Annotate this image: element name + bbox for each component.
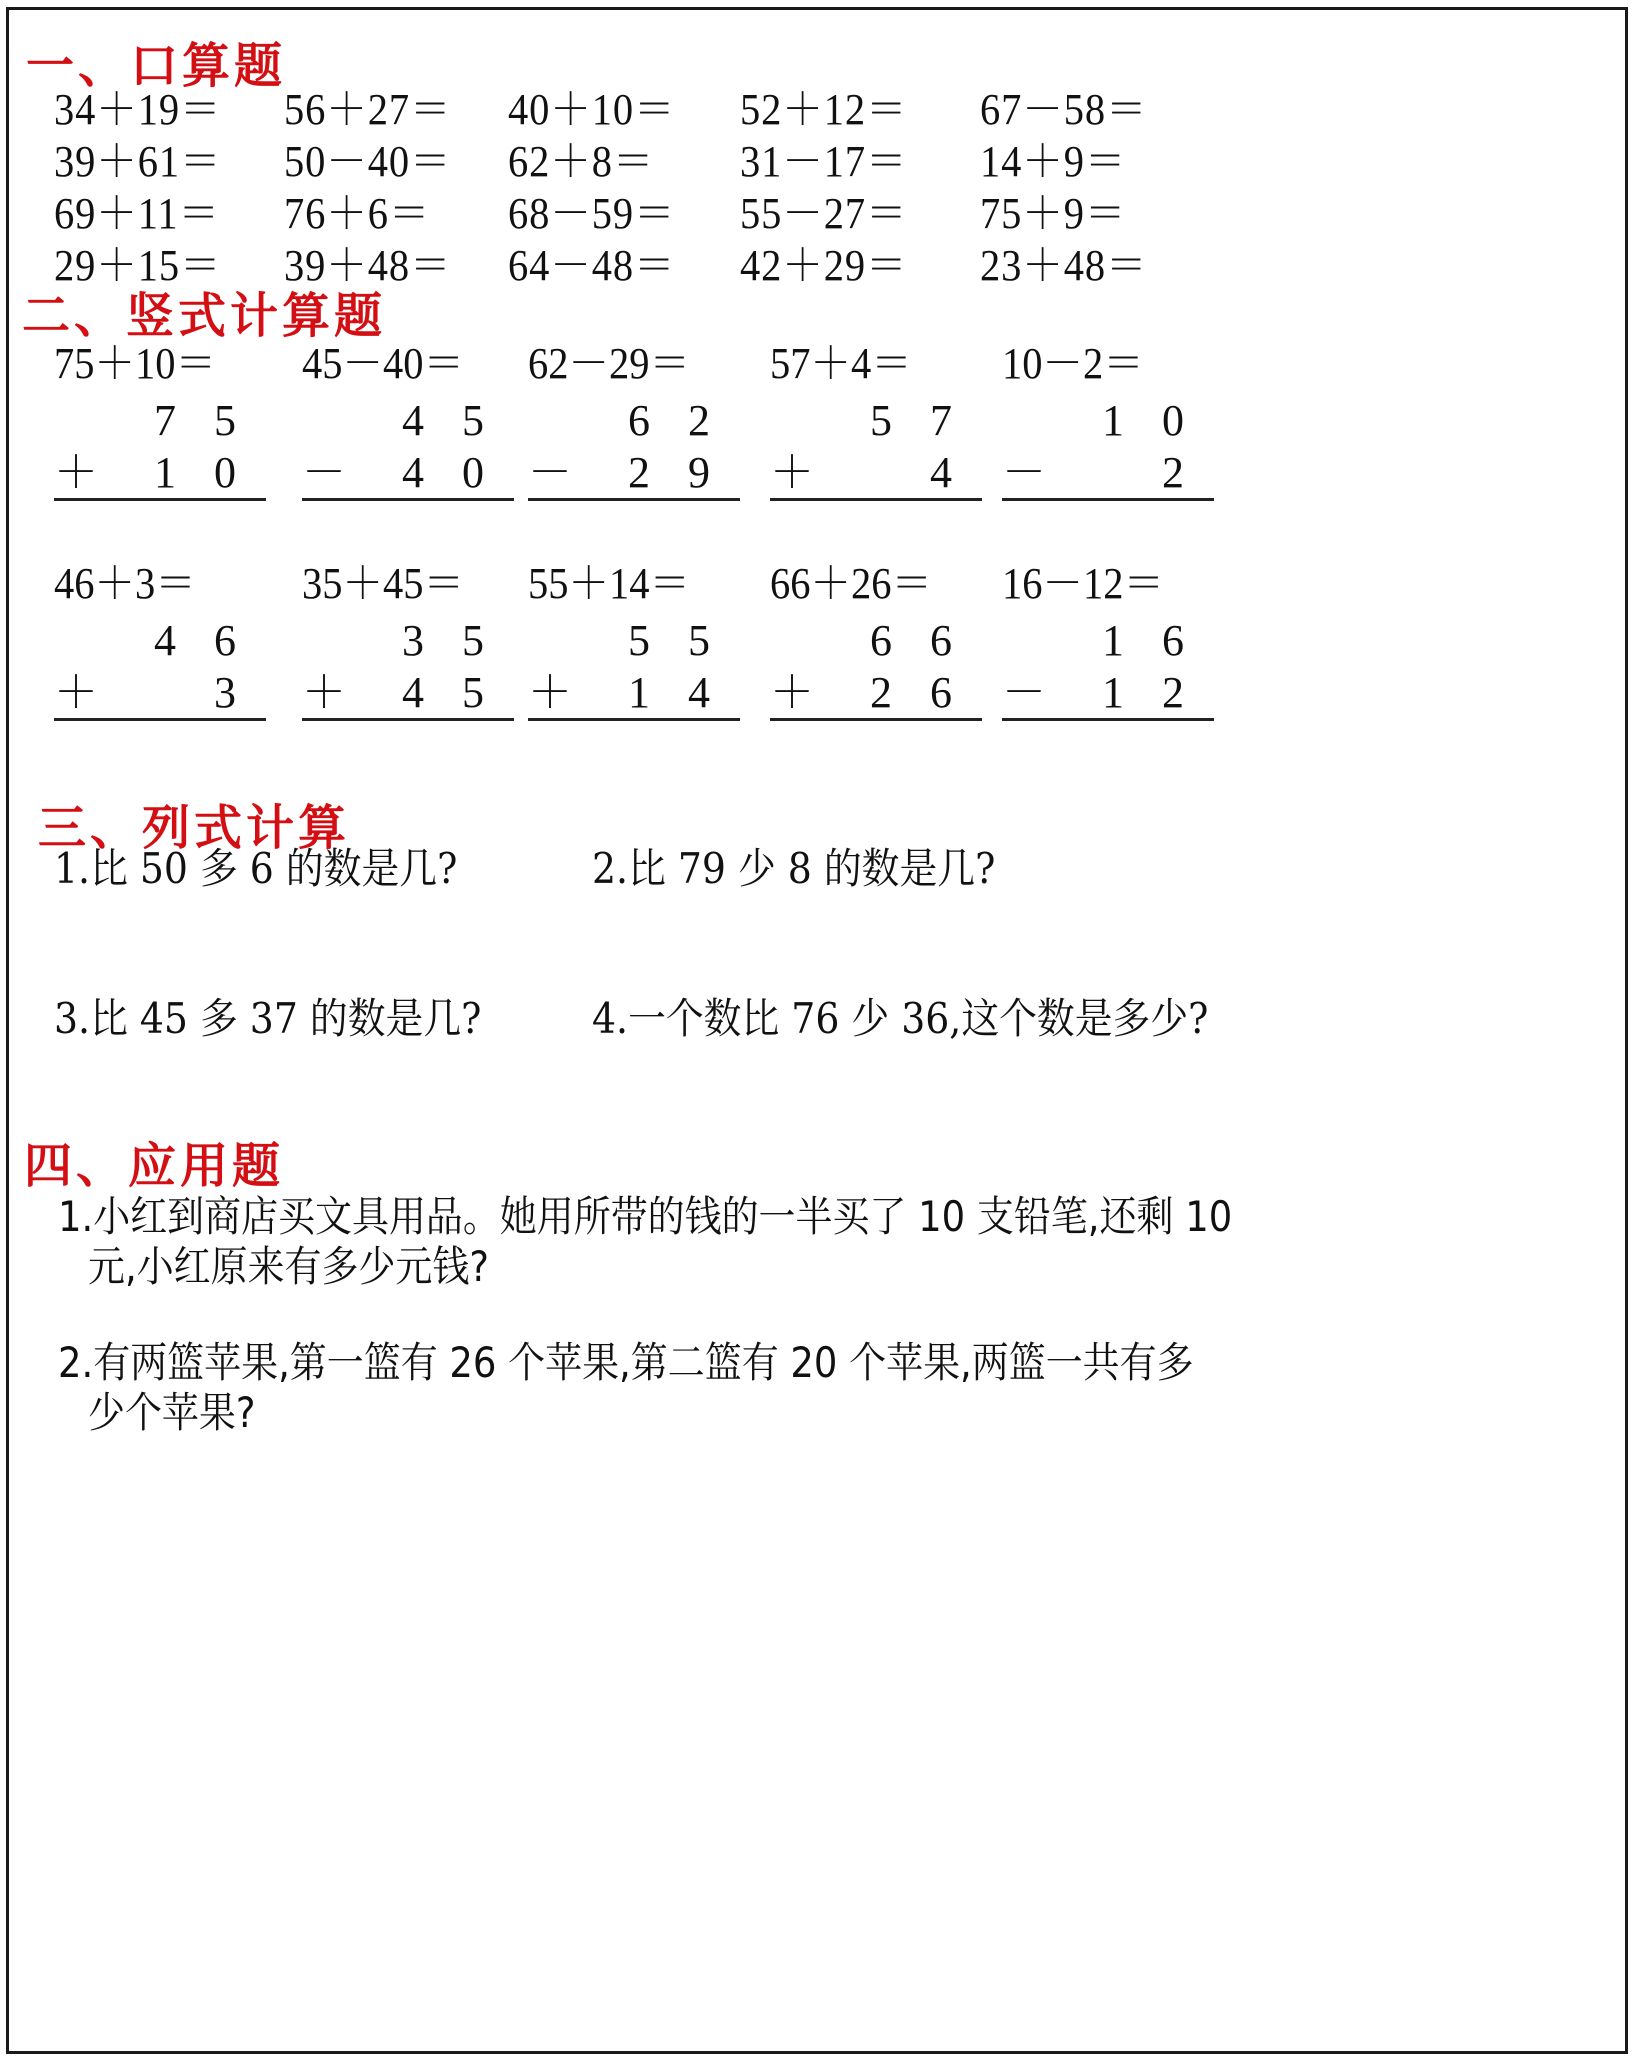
digit-ones: 3 xyxy=(214,668,236,717)
digit-ones: 2 xyxy=(688,396,710,445)
oral-problem: 39＋48＝ xyxy=(284,241,452,290)
digit-ones: 6 xyxy=(1162,616,1184,665)
application-problem-line: 少个苹果? xyxy=(88,1388,256,1437)
oral-problem: 64－48＝ xyxy=(508,241,676,290)
digit-tens: 4 xyxy=(402,396,424,445)
oral-problem: 29＋15＝ xyxy=(54,241,222,290)
vertical-top-row xyxy=(302,616,516,666)
digit-tens: 5 xyxy=(870,396,892,445)
digit-ones: 0 xyxy=(462,448,484,497)
digit-ones: 7 xyxy=(930,396,952,445)
vertical-equation: 66＋26＝ xyxy=(770,559,932,608)
vertical-equation: 10－2＝ xyxy=(1002,339,1144,388)
oral-problem: 50－40＝ xyxy=(284,137,452,186)
vertical-equation: 16－12＝ xyxy=(1002,559,1164,608)
digit-ones: 5 xyxy=(462,616,484,665)
vertical-equation: 45－40＝ xyxy=(302,339,464,388)
section-title-oral: 一、口算题 xyxy=(26,38,287,94)
oral-problem: 67－58＝ xyxy=(980,85,1148,134)
digit-tens: 1 xyxy=(1102,668,1124,717)
vertical-bottom-row xyxy=(302,668,516,718)
operator-sign: ＋ xyxy=(770,448,814,497)
vertical-equation: 35＋45＝ xyxy=(302,559,464,608)
operator-sign: ＋ xyxy=(770,668,814,717)
expression-question: 3.比 45 多 37 的数是几? xyxy=(54,994,482,1043)
digit-ones: 6 xyxy=(214,616,236,665)
vertical-top-row xyxy=(302,396,516,446)
vertical-bottom-row xyxy=(54,448,268,498)
operator-sign: － xyxy=(1002,668,1046,717)
section-title-vertical: 二、竖式计算题 xyxy=(22,288,387,344)
digit-ones: 0 xyxy=(214,448,236,497)
vertical-bottom-row xyxy=(770,448,984,498)
oral-problem: 52＋12＝ xyxy=(740,85,908,134)
vertical-equation: 46＋3＝ xyxy=(54,559,196,608)
digit-tens: 4 xyxy=(402,448,424,497)
digit-tens: 2 xyxy=(628,448,650,497)
section-title-application: 四、应用题 xyxy=(24,1138,285,1194)
oral-problem: 69＋11＝ xyxy=(54,189,220,238)
vertical-top-row xyxy=(1002,396,1216,446)
digit-ones: 0 xyxy=(1162,396,1184,445)
digit-ones: 2 xyxy=(1162,668,1184,717)
vertical-top-row xyxy=(54,396,268,446)
vertical-bottom-row xyxy=(302,448,516,498)
digit-tens: 4 xyxy=(402,668,424,717)
digit-tens: 5 xyxy=(628,616,650,665)
oral-problem: 68－59＝ xyxy=(508,189,676,238)
digit-ones: 5 xyxy=(462,668,484,717)
section-title-expression: 三、列式计算 xyxy=(38,800,351,856)
digit-tens: 1 xyxy=(628,668,650,717)
operator-sign: ＋ xyxy=(54,448,98,497)
vertical-top-row xyxy=(1002,616,1216,666)
vertical-equation: 55＋14＝ xyxy=(528,559,690,608)
answer-line xyxy=(528,498,740,501)
vertical-bottom-row xyxy=(1002,448,1216,498)
answer-line xyxy=(302,498,514,501)
oral-problem: 42＋29＝ xyxy=(740,241,908,290)
operator-sign: ＋ xyxy=(54,668,98,717)
application-problem-line: 1.小红到商店买文具用品。她用所带的钱的一半买了 10 支铅笔,还剩 10 xyxy=(58,1192,1233,1241)
operator-sign: ＋ xyxy=(302,668,346,717)
vertical-bottom-row xyxy=(528,448,742,498)
answer-line xyxy=(54,498,266,501)
answer-line xyxy=(528,718,740,721)
digit-tens: 1 xyxy=(1102,396,1124,445)
oral-problem: 76＋6＝ xyxy=(284,189,431,238)
digit-tens: 3 xyxy=(402,616,424,665)
digit-tens: 6 xyxy=(628,396,650,445)
digit-ones: 4 xyxy=(688,668,710,717)
application-problem-line: 元,小红原来有多少元钱? xyxy=(88,1242,489,1291)
vertical-bottom-row xyxy=(1002,668,1216,718)
digit-tens: 4 xyxy=(154,616,176,665)
operator-sign: － xyxy=(1002,448,1046,497)
operator-sign: ＋ xyxy=(528,668,572,717)
oral-problem: 55－27＝ xyxy=(740,189,908,238)
digit-tens: 6 xyxy=(870,616,892,665)
answer-line xyxy=(54,718,266,721)
oral-problem: 56＋27＝ xyxy=(284,85,452,134)
digit-tens: 1 xyxy=(1102,616,1124,665)
digit-ones: 6 xyxy=(930,668,952,717)
answer-line xyxy=(770,498,982,501)
oral-problem: 31－17＝ xyxy=(740,137,908,186)
operator-sign: － xyxy=(302,448,346,497)
oral-problem: 40＋10＝ xyxy=(508,85,676,134)
operator-sign: － xyxy=(528,448,572,497)
vertical-equation: 57＋4＝ xyxy=(770,339,912,388)
digit-tens: 7 xyxy=(154,396,176,445)
digit-ones: 6 xyxy=(930,616,952,665)
expression-question: 2.比 79 少 8 的数是几? xyxy=(592,844,996,893)
answer-line xyxy=(302,718,514,721)
digit-ones: 5 xyxy=(688,616,710,665)
application-problem-line: 2.有两篮苹果,第一篮有 26 个苹果,第二篮有 20 个苹果,两篮一共有多 xyxy=(58,1338,1194,1387)
vertical-bottom-row xyxy=(528,668,742,718)
vertical-equation: 75＋10＝ xyxy=(54,339,216,388)
vertical-top-row xyxy=(54,616,268,666)
answer-line xyxy=(1002,498,1214,501)
digit-ones: 5 xyxy=(214,396,236,445)
vertical-top-row xyxy=(770,616,984,666)
answer-line xyxy=(1002,718,1214,721)
oral-problem: 62＋8＝ xyxy=(508,137,655,186)
oral-problem: 39＋61＝ xyxy=(54,137,222,186)
vertical-top-row xyxy=(770,396,984,446)
vertical-equation: 62－29＝ xyxy=(528,339,690,388)
oral-problem: 14＋9＝ xyxy=(980,137,1127,186)
vertical-bottom-row xyxy=(54,668,268,718)
digit-ones: 2 xyxy=(1162,448,1184,497)
digit-ones: 5 xyxy=(462,396,484,445)
digit-tens: 2 xyxy=(870,668,892,717)
expression-question: 1.比 50 多 6 的数是几? xyxy=(54,844,458,893)
vertical-top-row xyxy=(528,396,742,446)
oral-problem: 34＋19＝ xyxy=(54,85,222,134)
oral-problem: 23＋48＝ xyxy=(980,241,1148,290)
vertical-bottom-row xyxy=(770,668,984,718)
expression-question: 4.一个数比 76 少 36,这个数是多少? xyxy=(592,994,1209,1043)
answer-line xyxy=(770,718,982,721)
oral-problem: 75＋9＝ xyxy=(980,189,1127,238)
digit-tens: 1 xyxy=(154,448,176,497)
digit-ones: 9 xyxy=(688,448,710,497)
digit-ones: 4 xyxy=(930,448,952,497)
vertical-top-row xyxy=(528,616,742,666)
